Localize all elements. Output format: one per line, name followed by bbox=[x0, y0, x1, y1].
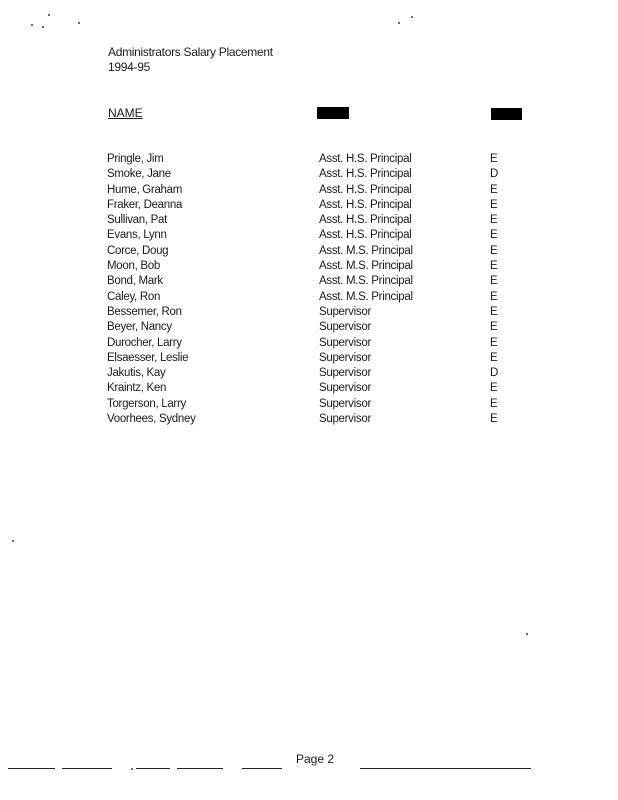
row-grade: E bbox=[490, 275, 498, 288]
row-grade: E bbox=[490, 183, 498, 196]
salary-table bbox=[0, 152, 618, 427]
row-name: Moon, Bob bbox=[107, 260, 160, 273]
row-grade: E bbox=[490, 305, 498, 318]
row-title: Asst. M.S. Principal bbox=[319, 290, 413, 303]
scan-speck bbox=[78, 22, 80, 24]
row-title: Supervisor bbox=[319, 367, 371, 380]
row-grade: E bbox=[490, 351, 498, 364]
row-title: Asst. H.S. Principal bbox=[319, 168, 412, 181]
row-title: Supervisor bbox=[319, 305, 371, 318]
scan-speck bbox=[411, 16, 413, 18]
row-grade: E bbox=[490, 336, 498, 349]
row-title: Asst. M.S. Principal bbox=[319, 244, 413, 257]
row-grade: E bbox=[490, 290, 498, 303]
table-row bbox=[0, 167, 618, 182]
footer-rule bbox=[8, 768, 55, 769]
redacted-column-header-grade bbox=[491, 108, 522, 120]
row-name: Elsaesser, Leslie bbox=[107, 351, 189, 364]
row-title: Supervisor bbox=[319, 321, 371, 334]
scan-speck bbox=[526, 633, 528, 635]
table-row bbox=[0, 198, 618, 213]
row-title: Supervisor bbox=[319, 382, 371, 395]
row-title: Supervisor bbox=[319, 351, 371, 364]
row-name: Fraker, Deanna bbox=[107, 198, 183, 211]
row-grade: E bbox=[490, 214, 498, 227]
table-row bbox=[0, 305, 618, 320]
scan-speck bbox=[48, 14, 50, 16]
row-grade: E bbox=[490, 397, 498, 410]
row-grade: E bbox=[490, 321, 498, 334]
row-grade: E bbox=[490, 260, 498, 273]
row-name: Jakutis, Kay bbox=[107, 367, 166, 380]
row-name: Bessemer, Ron bbox=[107, 305, 182, 318]
row-name: Torgerson, Larry bbox=[107, 397, 186, 410]
redacted-column-header-title bbox=[317, 107, 349, 119]
row-name: Sullivan, Pat bbox=[107, 214, 168, 227]
table-row bbox=[0, 274, 618, 289]
table-row bbox=[0, 152, 618, 167]
row-title: Supervisor bbox=[319, 413, 371, 426]
table-row bbox=[0, 213, 618, 228]
row-title: Asst. M.S. Principal bbox=[319, 275, 413, 288]
row-title: Supervisor bbox=[319, 397, 371, 410]
row-name: Corce, Doug bbox=[107, 244, 169, 257]
row-title: Asst. H.S. Principal bbox=[319, 214, 412, 227]
table-row bbox=[0, 412, 618, 427]
row-title: Asst. M.S. Principal bbox=[319, 260, 413, 273]
row-grade: E bbox=[490, 229, 498, 242]
row-name: Caley, Ron bbox=[107, 290, 161, 303]
table-row bbox=[0, 397, 618, 412]
table-row bbox=[0, 320, 618, 335]
table-row bbox=[0, 290, 618, 305]
page-number: Page 2 bbox=[296, 752, 335, 766]
row-title: Supervisor bbox=[319, 336, 371, 349]
row-grade: E bbox=[490, 153, 498, 165]
scan-speck bbox=[31, 24, 33, 26]
scan-speck bbox=[398, 22, 400, 24]
row-grade: E bbox=[490, 244, 498, 257]
row-grade: D bbox=[490, 367, 499, 380]
row-title: Asst. H.S. Principal bbox=[319, 153, 412, 165]
footer-rule bbox=[360, 768, 531, 769]
table-row bbox=[0, 228, 618, 243]
row-grade: D bbox=[490, 168, 499, 181]
row-grade: E bbox=[490, 382, 498, 395]
document-title: Administrators Salary Placement bbox=[108, 45, 273, 59]
row-grade: E bbox=[490, 198, 498, 211]
table-row bbox=[0, 336, 618, 351]
footer-rule bbox=[62, 768, 112, 769]
row-name: Durocher, Larry bbox=[107, 336, 182, 349]
scan-speck bbox=[12, 540, 14, 542]
row-name: Evans, Lynn bbox=[107, 229, 167, 242]
row-name: Voorhees, Sydney bbox=[107, 413, 196, 426]
row-name: Kraintz, Ken bbox=[107, 382, 167, 395]
table-row bbox=[0, 259, 618, 274]
table-row bbox=[0, 381, 618, 396]
table-row bbox=[0, 351, 618, 366]
table-row bbox=[0, 183, 618, 198]
row-title: Asst. H.S. Principal bbox=[319, 183, 412, 196]
footer-rule bbox=[242, 768, 282, 769]
row-name: Beyer, Nancy bbox=[107, 321, 172, 334]
row-title: Asst. H.S. Principal bbox=[319, 198, 412, 211]
column-header-name: NAME bbox=[108, 106, 143, 120]
footer-rule bbox=[136, 768, 170, 769]
row-title: Asst. H.S. Principal bbox=[319, 229, 412, 242]
row-name: Smoke, Jane bbox=[107, 168, 171, 181]
table-row bbox=[0, 244, 618, 259]
footer-rule bbox=[177, 768, 223, 769]
scan-speck bbox=[131, 768, 133, 770]
row-name: Bond, Mark bbox=[107, 275, 163, 288]
scan-speck bbox=[42, 26, 44, 28]
document-year: 1994-95 bbox=[108, 60, 150, 74]
row-grade: E bbox=[490, 413, 498, 426]
row-name: Hume, Graham bbox=[107, 183, 183, 196]
row-name: Pringle, Jim bbox=[107, 153, 164, 165]
table-row bbox=[0, 366, 618, 381]
